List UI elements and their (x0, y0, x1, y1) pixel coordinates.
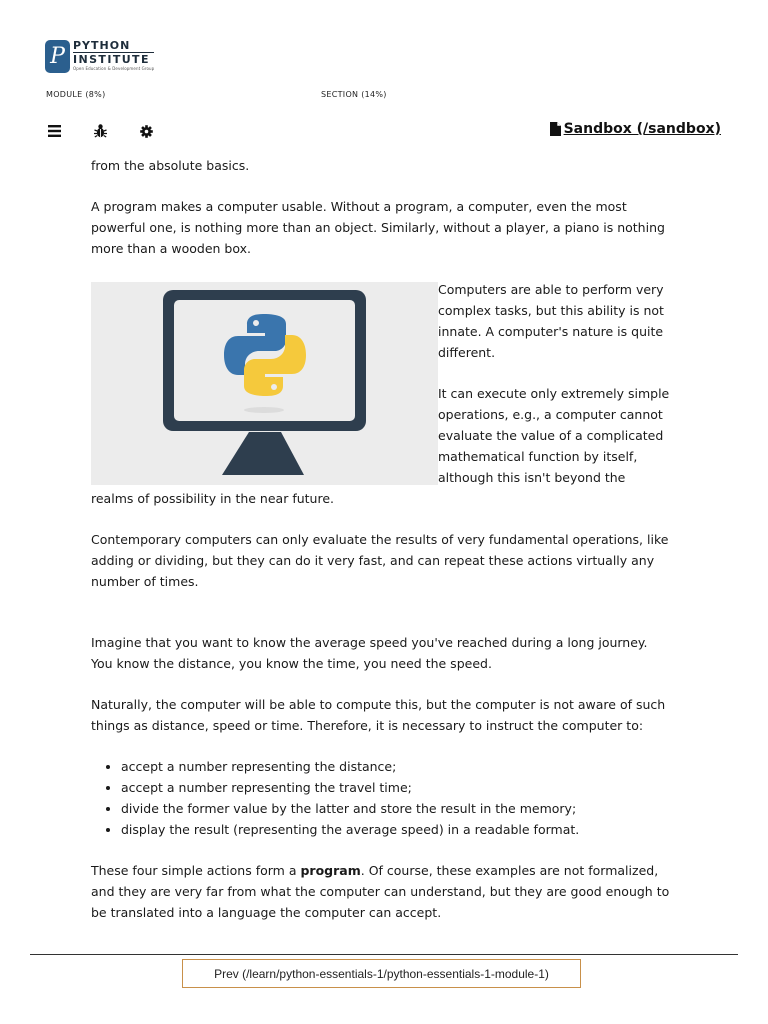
logo-mark: P (45, 40, 70, 73)
text-run: . Of course, these examples are not formalized, and they are very far from what the computer can understand, but they are good enough to be translated into a language the computer can accept. (91, 863, 670, 920)
lesson-content (91, 155, 671, 923)
paragraph: Contemporary computers can only evaluate the results of very fundamental operations, like adding or dividing, but they can do it very fast, and can repeat these actions virtually any number of times. (91, 532, 669, 589)
paragraph: Imagine that you want to know the average speed you've reached during a long journey. You know the distance, you know the time, you need the speed. (91, 635, 648, 671)
bug-icon[interactable] (92, 122, 108, 140)
toolbar (46, 122, 154, 140)
logo-line-1: PYTHON (73, 39, 131, 52)
footer-divider (30, 954, 738, 955)
list-item: • display the result (representing the average speed) in a readable format. (121, 819, 671, 840)
text-run: These four simple actions form a (91, 863, 301, 878)
paragraph: A program makes a computer usable. Without a program, a computer, even the most powerful one, is nothing more than an object. Similarly, without a player, a piano is nothing more than a wooden box. (91, 199, 665, 256)
paragraph: It can execute only extremely simple operations, e.g., a computer cannot evaluate the value of a complicated mathematical function by itself, although this isn't beyond the realms of possibility in the near future. (91, 386, 670, 506)
logo-line-2: INSTITUTE (73, 52, 154, 65)
logo-tagline: Open Education & Development Group (73, 66, 155, 71)
gear-icon[interactable] (138, 122, 154, 140)
sandbox-link[interactable] (550, 121, 721, 137)
paragraph (91, 860, 671, 923)
prev-button[interactable]: Prev (/learn/python-essentials-1/python-essentials-1-module-1) (182, 959, 581, 988)
list-item: • accept a number representing the distance; (121, 756, 671, 777)
list-item: • divide the former value by the latter and store the result in the memory; (121, 798, 671, 819)
python-monitor-illustration (91, 282, 438, 485)
logo-text (73, 40, 154, 71)
paragraph: Computers are able to perform very complex tasks, but this ability is not innate. A computer's nature is quite different. (438, 282, 664, 360)
sandbox-link-label: Sandbox (/sandbox) (563, 121, 721, 137)
bold-term: program (300, 863, 361, 878)
section-progress: SECTION (14%) (321, 90, 387, 99)
python-institute-logo[interactable] (45, 40, 154, 73)
paragraph: from the absolute basics. (91, 158, 250, 173)
file-icon (550, 122, 561, 136)
list-item: • accept a number representing the travel time; (121, 777, 671, 798)
hamburger-menu-icon[interactable] (46, 122, 62, 140)
paragraph: Naturally, the computer will be able to compute this, but the computer is not aware of such things as distance, speed or time. Therefore, it is necessary to instruct the computer to: (91, 697, 666, 733)
steps-list (91, 756, 671, 840)
module-progress: MODULE (8%) (46, 90, 106, 99)
